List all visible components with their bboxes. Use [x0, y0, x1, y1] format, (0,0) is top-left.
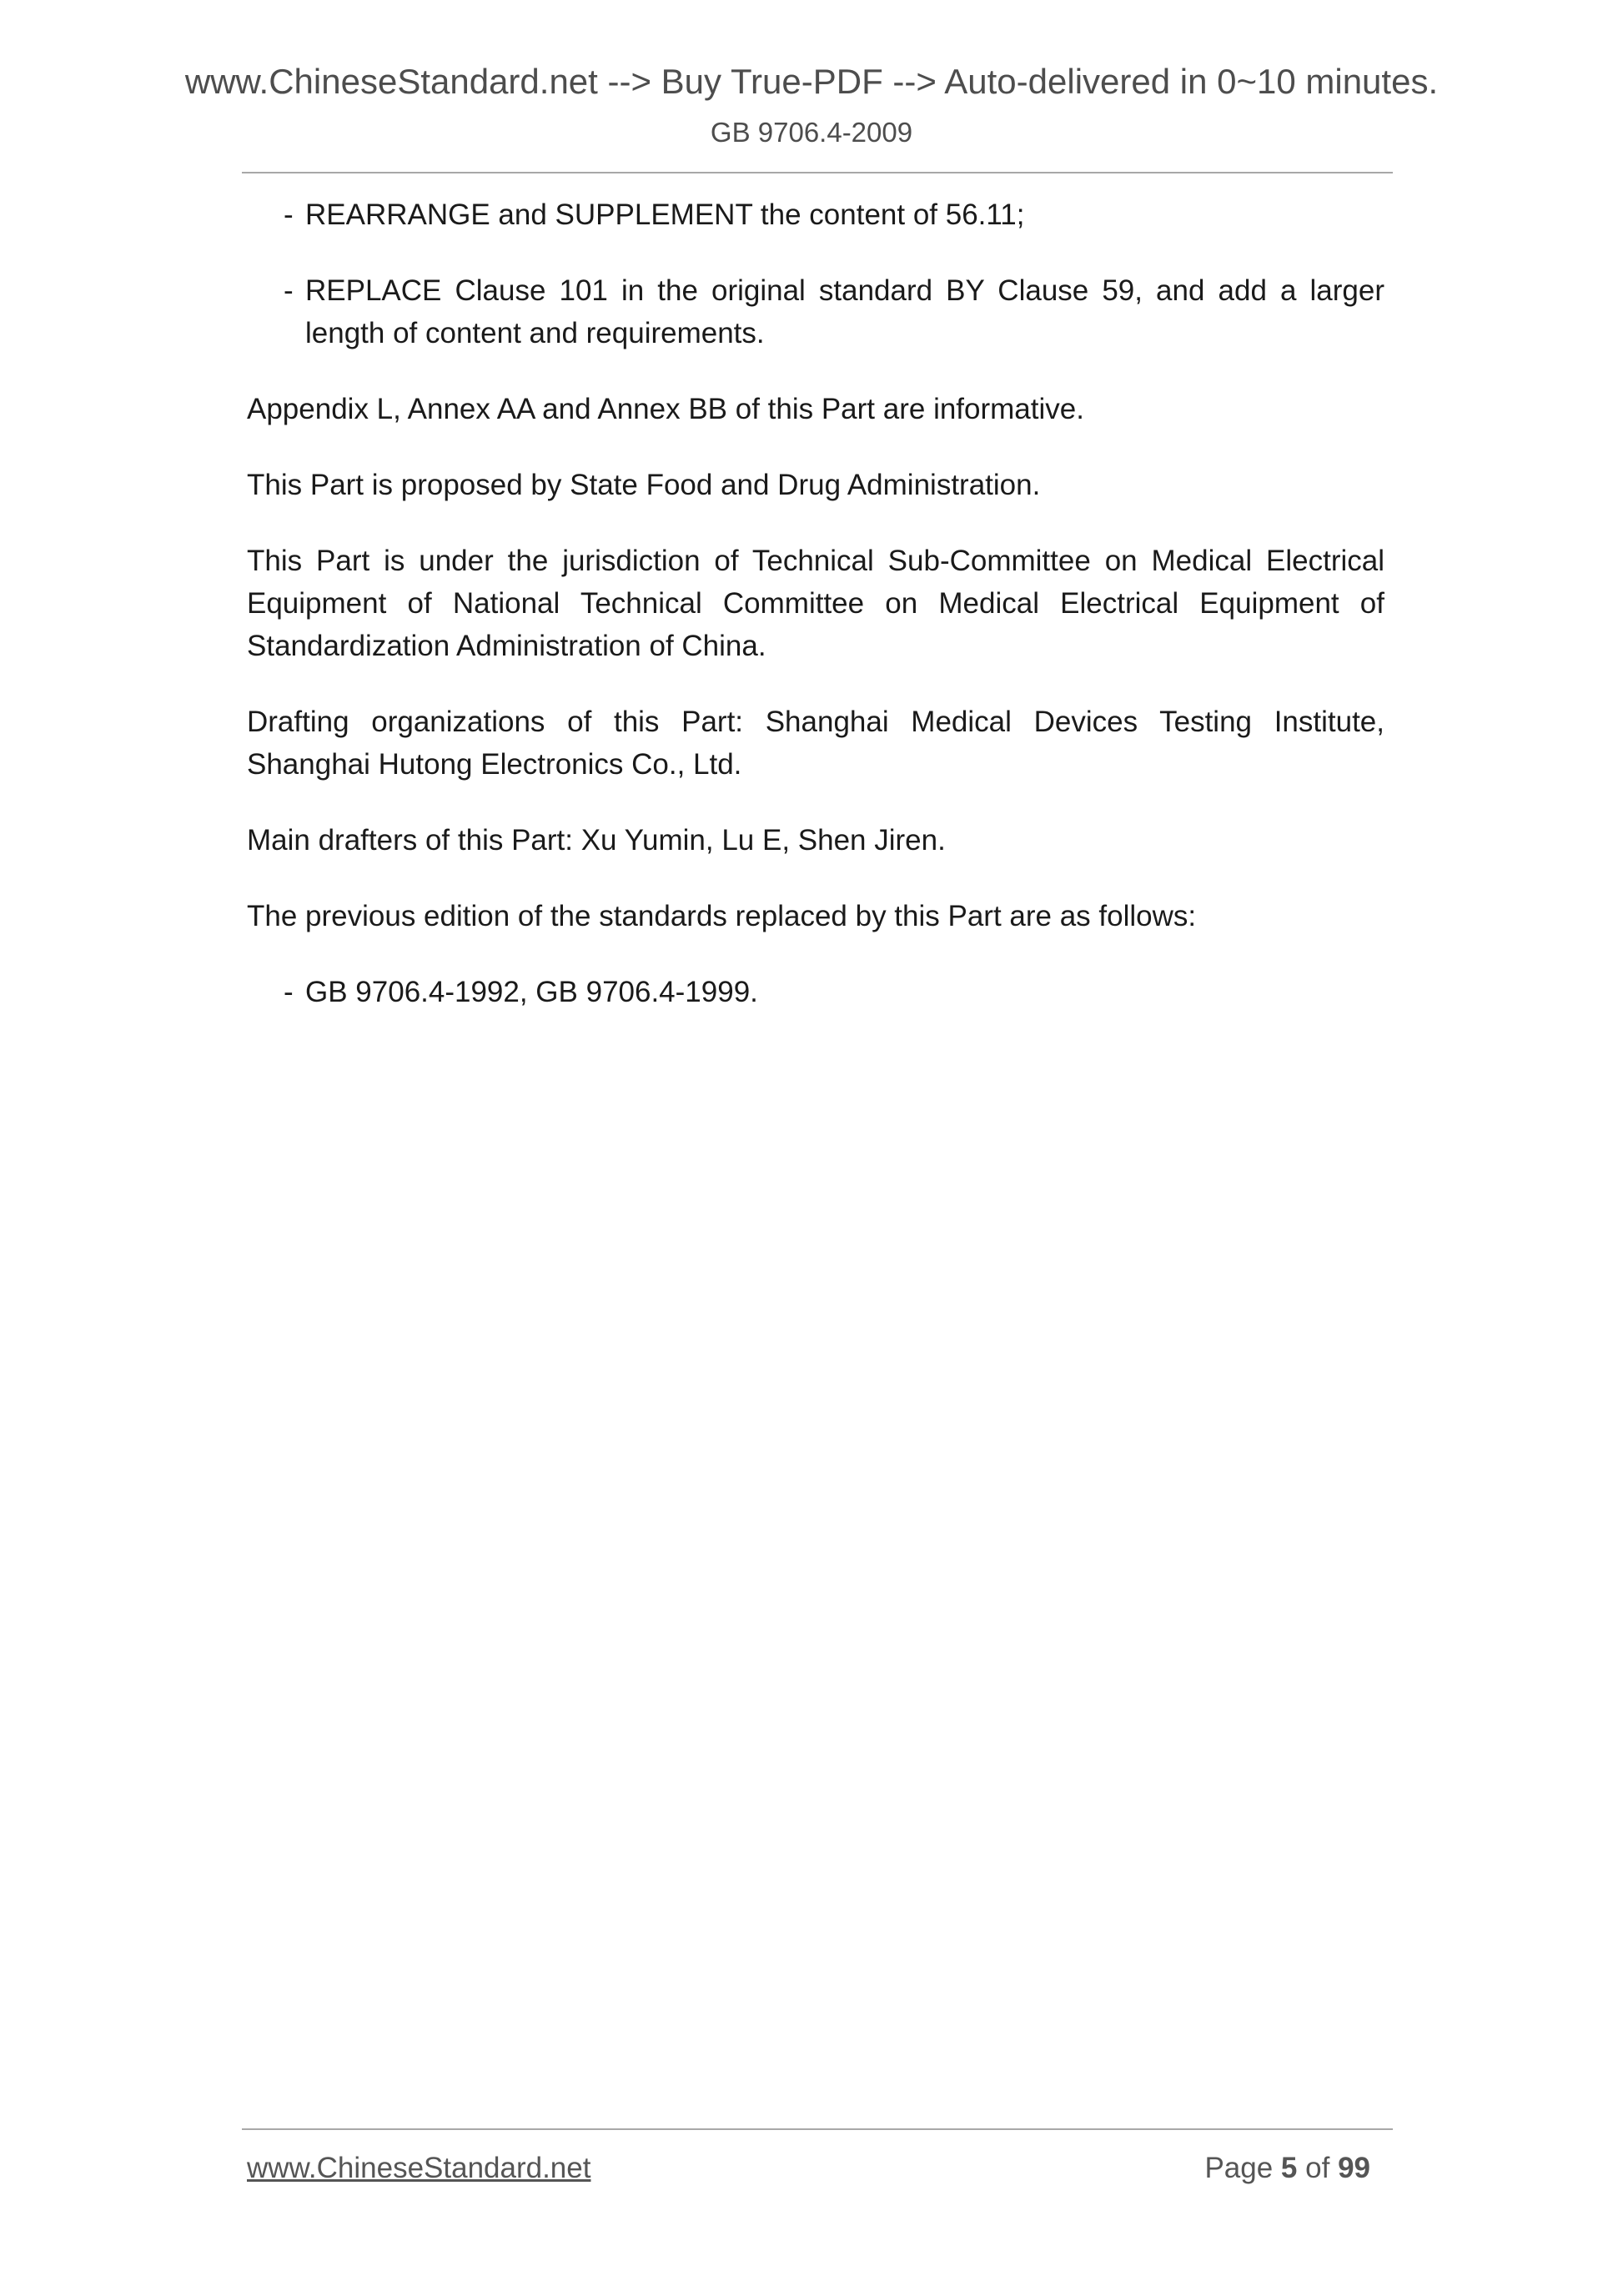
bullet-item: [247, 269, 1384, 354]
header-divider: [242, 172, 1393, 173]
header-banner: www.ChineseStandard.net --> Buy True-PDF --> Auto-delivered in 0~10 minutes.: [184, 62, 1439, 101]
bullet-item: [247, 193, 1384, 236]
bullet-text: REPLACE Clause 101 in the original standard BY Clause 59, and add a larger length of content and requirements.: [305, 274, 1384, 349]
footer-website-link[interactable]: www.ChineseStandard.net: [247, 2152, 591, 2184]
page-prefix: Page: [1204, 2152, 1274, 2184]
bullet-dash: -: [284, 976, 294, 1008]
footer-divider: [242, 2128, 1393, 2130]
paragraph-jurisdiction: This Part is under the jurisdiction of Technical Sub-Committee on Medical Electrical Equipment of National Technical Committee on Medical Electrical Equipment of Standardization Administration of China.: [247, 545, 1384, 662]
bullet-dash: -: [284, 274, 294, 307]
paragraph-drafters: Main drafters of this Part: Xu Yumin, Lu E, Shen Jiren.: [247, 824, 946, 857]
paragraph-proposed: This Part is proposed by State Food and Drug Administration.: [247, 469, 1041, 501]
paragraph-drafting: Drafting organizations of this Part: Shanghai Medical Devices Testing Institute, Shanghai Hutong Electronics Co., Ltd.: [247, 706, 1384, 781]
document-body: [247, 193, 1384, 1013]
bullet-text: GB 9706.4-1992, GB 9706.4-1999.: [305, 976, 758, 1008]
bullet-item: [247, 971, 1384, 1013]
bullet-text: REARRANGE and SUPPLEMENT the content of 56.11;: [305, 198, 1025, 231]
page-of: of: [1305, 2152, 1330, 2184]
page-number: [1204, 2152, 1370, 2185]
page-total: 99: [1338, 2152, 1370, 2184]
bullet-dash: -: [284, 198, 294, 231]
standard-code: GB 9706.4-2009: [710, 117, 913, 148]
paragraph-previous: The previous edition of the standards replaced by this Part are as follows:: [247, 900, 1197, 932]
page-current: 5: [1280, 2152, 1298, 2184]
paragraph-appendix: Appendix L, Annex AA and Annex BB of this Part are informative.: [247, 393, 1084, 425]
